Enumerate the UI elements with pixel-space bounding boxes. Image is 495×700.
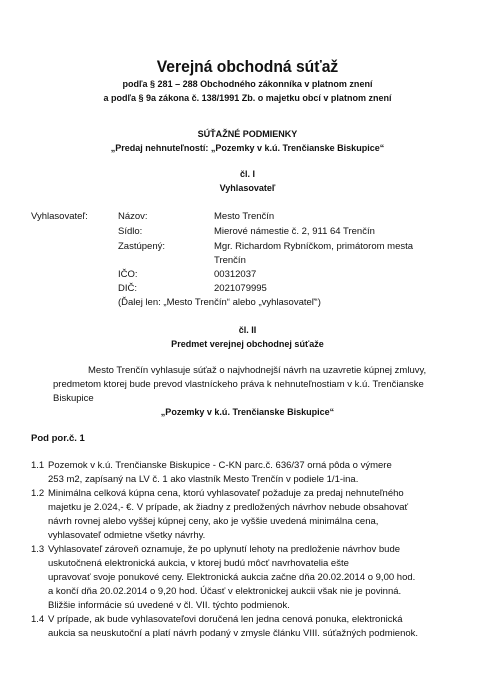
item-line: návrh rovnej alebo vyššej kúpnej ceny, ako je vyššie uvedená minimálna cena, <box>48 516 379 527</box>
article-1-title: Vyhlasovateľ <box>219 183 276 194</box>
row-key-seat: Sídlo: <box>118 226 143 237</box>
party-label: Vyhlasovateľ: <box>31 211 88 222</box>
designation-note: (Ďalej len: „Mesto Trenčín“ alebo „vyhlasovateľ“) <box>118 297 321 308</box>
article-2-title: Predmet verejnej obchodnej súťaže <box>171 339 324 350</box>
legal-basis-line-2: a podľa § 9a zákona č. 138/1991 Zb. o majetku obcí v platnom znení <box>103 93 392 104</box>
item-line: vyhlasovateľ odmietne všetky návrhy. <box>48 530 206 541</box>
row-key-ico: IČO: <box>118 269 138 280</box>
row-key-represented: Zastúpený: <box>118 241 165 252</box>
item-line: Bližšie informácie sú uvedené v čl. VII. týchto podmienok. <box>48 600 290 611</box>
row-value-dic: 2021079995 <box>214 283 267 294</box>
document-title: Verejná obchodná súťaž <box>156 58 339 76</box>
item-line: uskutočnená elektronická aukcia, v ktorej budú môcť navrhovatelia ešte <box>48 558 349 569</box>
item-number: 1.4 <box>31 614 45 625</box>
row-value-name: Mesto Trenčín <box>214 211 275 222</box>
conditions-subject: „Predaj nehnuteľností: „Pozemky v k.ú. Trenčianske Biskupice“ <box>110 143 385 154</box>
item-line: upravovať svoje ponukové ceny. Elektronická aukcia začne dňa 20.02.2014 o 9,00 hod. <box>48 572 416 583</box>
sub-heading: Pod por.č. 1 <box>31 433 85 444</box>
conditions-heading: SÚŤAŽNÉ PODMIENKY <box>197 129 298 140</box>
subject-title: „Pozemky v k.ú. Trenčianske Biskupice“ <box>160 407 335 418</box>
item-line: majetku je 2.024,- €. V prípade, ak žiadny z predložených návrhov nebude obsahovať <box>48 502 409 513</box>
item-number: 1.2 <box>31 488 45 499</box>
intro-line: Mesto Trenčín vyhlasuje súťaž o najvhodnejší návrh na uzavretie kúpnej zmluvy, <box>88 365 427 376</box>
intro-line: Biskupice <box>53 393 94 404</box>
row-value-ico: 00312037 <box>214 269 257 280</box>
item-number: 1.1 <box>31 460 45 471</box>
row-value-represented-cont: Trenčín <box>214 255 246 266</box>
item-line: V prípade, ak bude vyhlasovateľovi doručená len jedna cenová ponuka, elektronická <box>48 614 403 625</box>
article-1-number: čl. I <box>239 169 256 180</box>
intro-line: predmetom ktorej bude prevod vlastníckeho práva k nehnuteľnostiam v k.ú. Trenčianske <box>53 379 424 390</box>
item-line: 253 m2, zapísaný na LV č. 1 ako vlastník Mesto Trenčín v podiele 1/1-ina. <box>48 474 359 485</box>
item-line: Pozemok v k.ú. Trenčianske Biskupice - C-KN parc.č. 636/37 orná pôda o výmere <box>48 460 392 471</box>
row-key-name: Názov: <box>118 211 148 222</box>
article-2-number: čl. II <box>238 325 257 336</box>
row-key-dic: DIČ: <box>118 283 137 294</box>
item-line: a končí dňa 20.02.2014 o 9,20 hod. Účasť v elektronickej aukcii však nie je povinná. <box>48 586 402 597</box>
item-line: Minimálna celková kúpna cena, ktorú vyhlasovateľ požaduje za predaj nehnuteľného <box>48 488 404 499</box>
item-line: aukcia sa neuskutoční a platí návrh podaný v zmysle článku VIII. súťažných podmienok. <box>48 628 419 639</box>
row-value-represented: Mgr. Richardom Rybníčkom, primátorom mesta <box>214 241 414 252</box>
legal-basis-line-1: podľa § 281 – 288 Obchodného zákonníka v platnom znení <box>122 79 373 90</box>
item-line: Vyhlasovateľ zároveň oznamuje, že po uplynutí lehoty na predloženie návrhov bude <box>48 544 401 555</box>
item-number: 1.3 <box>31 544 45 555</box>
row-value-seat: Mierové námestie č. 2, 911 64 Trenčín <box>214 226 375 237</box>
